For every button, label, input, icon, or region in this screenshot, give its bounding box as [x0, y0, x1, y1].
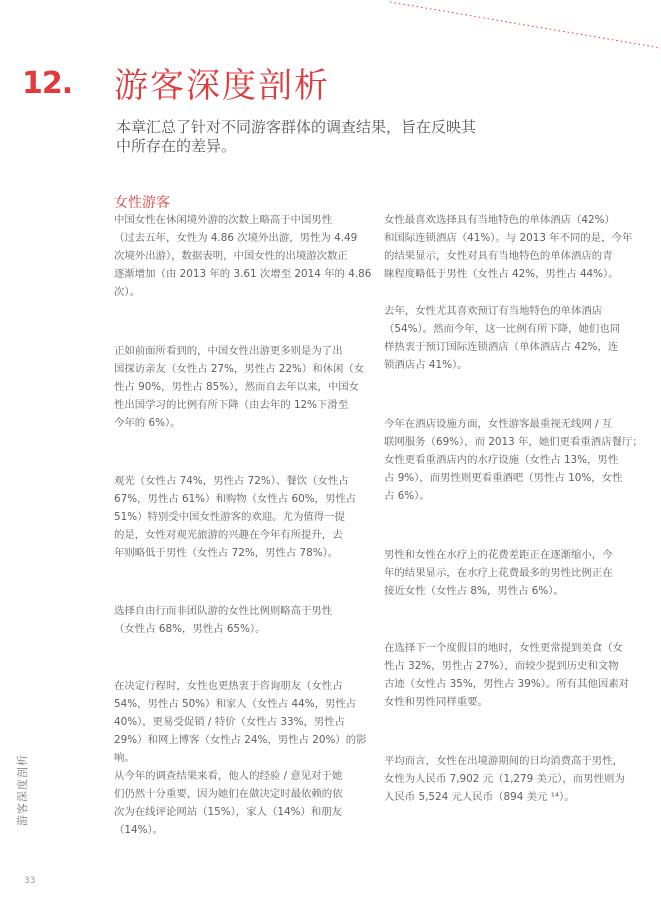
- paragraph-activities: 观光（女性占 74%，男性占 72%）、餐饮（女性占 67%，男性占 61%）和购物（女性占 60%，男性占 51%）特别受中国女性游客的欢迎。尤为值得一提 的是，女性对观光旅游的兴趣在今年有所提升，去 年则略低于男性（女性占 72%，男性占 78%）。: [114, 475, 357, 559]
- paragraph-trip-frequency: 中国女性在休闲境外游的次数上略高于中国男性 （过去五年，女性为 4.86 次境外出游，男性为 4.49 次境外出游），数据表明，中国女性的出境游次数正 逐渐增加（由 2013 年的 3.61 次增至 2014 年的 4.86 次）。: [114, 214, 372, 298]
- paragraph-independent-travel: 选择自由行而非团队游的女性比例则略高于男性 （女性占 68%，男性占 65%）。: [114, 605, 333, 635]
- paragraph-travel-purpose: 正如前面所看到的，中国女性出游更多则是为了出 国探访亲友（女性占 27%，男性占 22%）和休闲（女 性占 90%，男性占 85%），然而自去年以来，中国女 性出国学习的比例有所下降（由去年的 12%下滑至 今年的 6%）。: [114, 345, 365, 429]
- section-heading: 女性游客: [114, 195, 170, 211]
- paragraph-information-sources: 在决定行程时，女性也更热衷于咨询朋友（女性占 54%，男性占 50%）和家人（女性占 44%，男性占 40%），更易受促销 / 特价（女性占 33%，男性占 29%）和网上博客（女性占 24%，男性占 20%）的影响。 从今年的调查结果来看，他人的经验 / 意见对于她 们仍然十分重要，因为她们在做决定时最依赖的依 次为在线评论网站（15%），家人（14%）和朋友（14%）。: [114, 680, 367, 836]
- paragraph-spa-spending: 男性和女性在水疗上的花费差距正在逐渐缩小，今 年的结果显示，在水疗上花费最多的男性比例正在 接近女性（女性占 8%，男性占 6%）。: [384, 549, 613, 597]
- decorative-dotted-line: [390, 0, 661, 50]
- chapter-title: 游客深度剖析: [114, 66, 330, 106]
- paragraph-destination-factors: 在选择下一个度假目的地时，女性更常提到美食（女 性占 32%，男性占 27%），而较少提到历史和文物 古迹（女性占 35%，男性占 39%）。所有其他因素对 女性和男性同样重要。: [384, 642, 630, 708]
- page-number: 33: [24, 876, 36, 886]
- paragraph-hotel-preference: 女性最喜欢选择具有当地特色的单体酒店（42%） 和国际连锁酒店（41%）。与 2013 年不同的是，今年 的结果显示，女性对具有当地特色的单体酒店的青 睐程度略低于男性（女性占 42%，男性占 44%）。: [384, 214, 633, 280]
- sidebar-chapter-label: 游客深度剖析: [16, 754, 29, 826]
- paragraph-hotel-trend: 去年，女性尤其喜欢预订有当地特色的单体酒店 （54%）。然而今年，这一比例有所下降，她们也同 样热衷于预订国际连锁酒店（单体酒店占 42%，连 锁酒店占 41%）。: [384, 305, 621, 371]
- paragraph-daily-spending: 平均而言，女性在出境游期间的日均消费高于男性， 女性为人民币 7,902 元（1,279 美元），而男性则为 人民币 5,524 元人民币（894 美元 ¹⁴）。: [384, 755, 625, 803]
- chapter-number: 12.: [22, 66, 73, 101]
- paragraph-hotel-facilities: 今年在酒店设施方面，女性游客最重视无线网 / 互 联网服务（69%），而 2013 年，她们更看重酒店餐厅； 女性更看重酒店内的水疗设施（女性占 13%，男性 占 9%），而男性则更看重酒吧（男性占 10%，女性 占 6%）。: [384, 418, 643, 502]
- chapter-lead: 本章汇总了针对不同游客群体的调查结果，旨在反映其 中所存在的差异。: [116, 118, 477, 155]
